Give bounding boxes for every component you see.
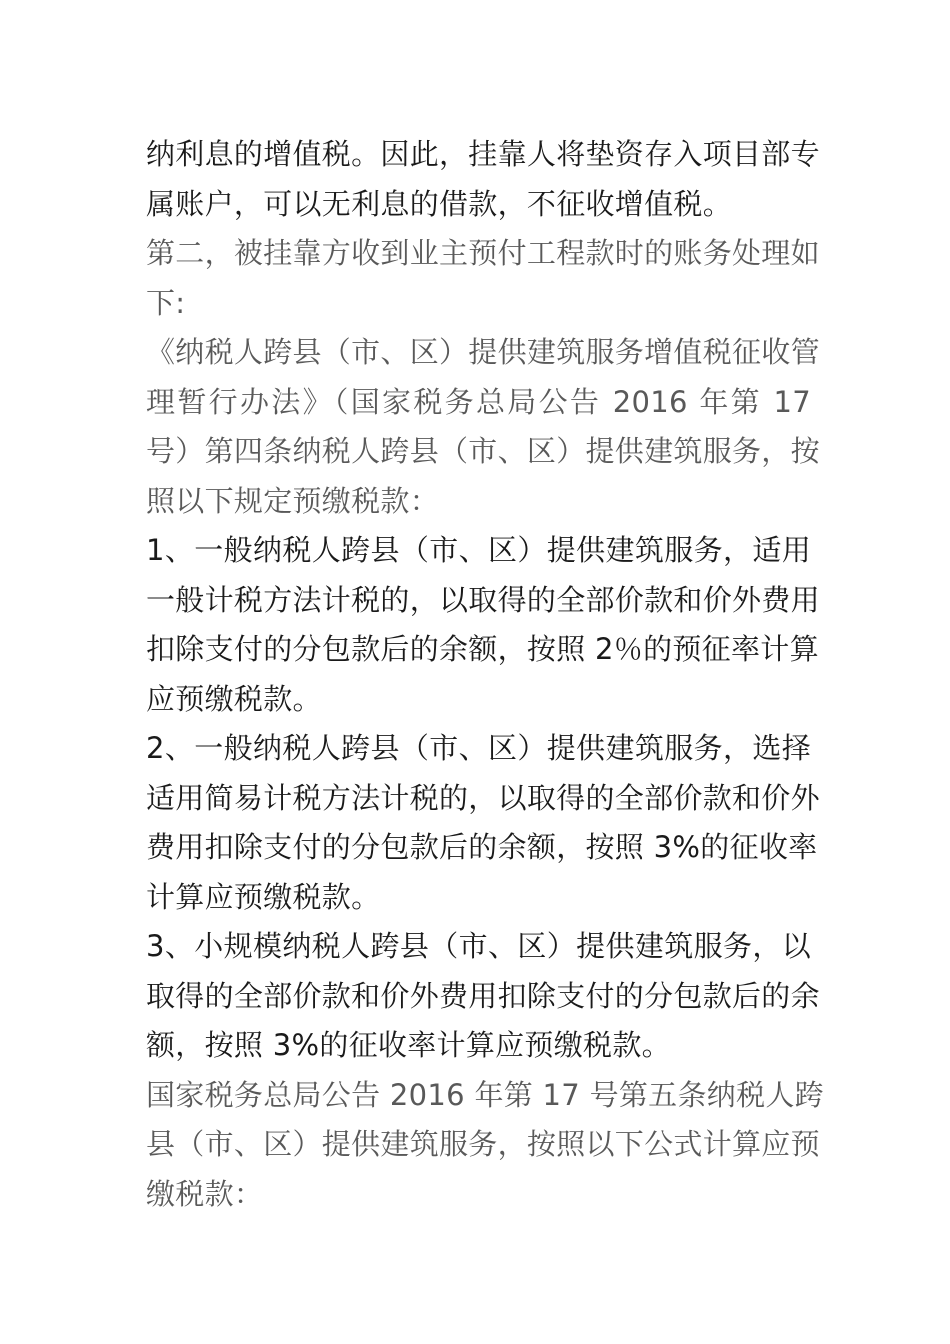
paragraph-rule-2-simplified-method	[146, 724, 820, 922]
text-line: 国家税务总局公告 2016 年第 17 号第五条纳税人跨	[146, 1077, 824, 1112]
text-line: 第二，被挂靠方收到业主预付工程款时的账务处理如	[146, 236, 820, 270]
text-line: 3、小规模纳税人跨县（市、区）提供建筑服务，以	[146, 929, 811, 963]
paragraph-regulation-article-5-intro	[146, 1071, 824, 1220]
text-line: 取得的全部价款和价外费用扣除支付的分包款后的余	[146, 978, 820, 1013]
text-line: 属账户，可以无利息的借款，不征收增值税。	[146, 186, 733, 221]
text-line: 适用简易计税方法计税的，以取得的全部价款和价外	[146, 780, 820, 815]
text-line: 号）第四条纳税人跨县（市、区）提供建筑服务，按	[146, 434, 820, 468]
text-line: 理暂行办法》（国家税务总局公告 2016 年第 17	[146, 384, 811, 419]
text-line: 1、一般纳税人跨县（市、区）提供建筑服务，适用	[146, 533, 811, 567]
text-line: 计算应预缴税款。	[146, 879, 381, 914]
text-line: 缴税款：	[146, 1176, 264, 1211]
paragraph-second-point-heading	[146, 229, 820, 328]
document-body	[146, 130, 824, 1219]
paragraph-rule-1-general-method	[146, 526, 820, 724]
text-line: 纳利息的增值税。因此，挂靠人将垫资存入项目部专	[146, 137, 820, 171]
text-line: 应预缴税款。	[146, 681, 322, 716]
text-line: 扣除支付的分包款后的余额，按照 2％的预征率计算	[146, 632, 819, 666]
paragraph-continuation-of-interest-vat	[146, 130, 820, 229]
paragraph-rule-3-small-scale	[146, 922, 820, 1071]
text-line: 下:	[146, 285, 186, 320]
text-line: 额，按照 3%的征收率计算应预缴税款。	[146, 1028, 671, 1062]
text-line: 照以下规定预缴税款：	[146, 483, 440, 518]
text-line: 《纳税人跨县（市、区）提供建筑服务增值税征收管	[146, 335, 820, 369]
text-line: 县（市、区）提供建筑服务，按照以下公式计算应预	[146, 1127, 820, 1161]
paragraph-regulation-article-4-intro	[146, 328, 820, 526]
text-line: 费用扣除支付的分包款后的余额，按照 3%的征收率	[146, 830, 818, 864]
text-line: 2、一般纳税人跨县（市、区）提供建筑服务，选择	[146, 731, 811, 765]
text-line: 一般计税方法计税的，以取得的全部价款和价外费用	[146, 582, 820, 617]
